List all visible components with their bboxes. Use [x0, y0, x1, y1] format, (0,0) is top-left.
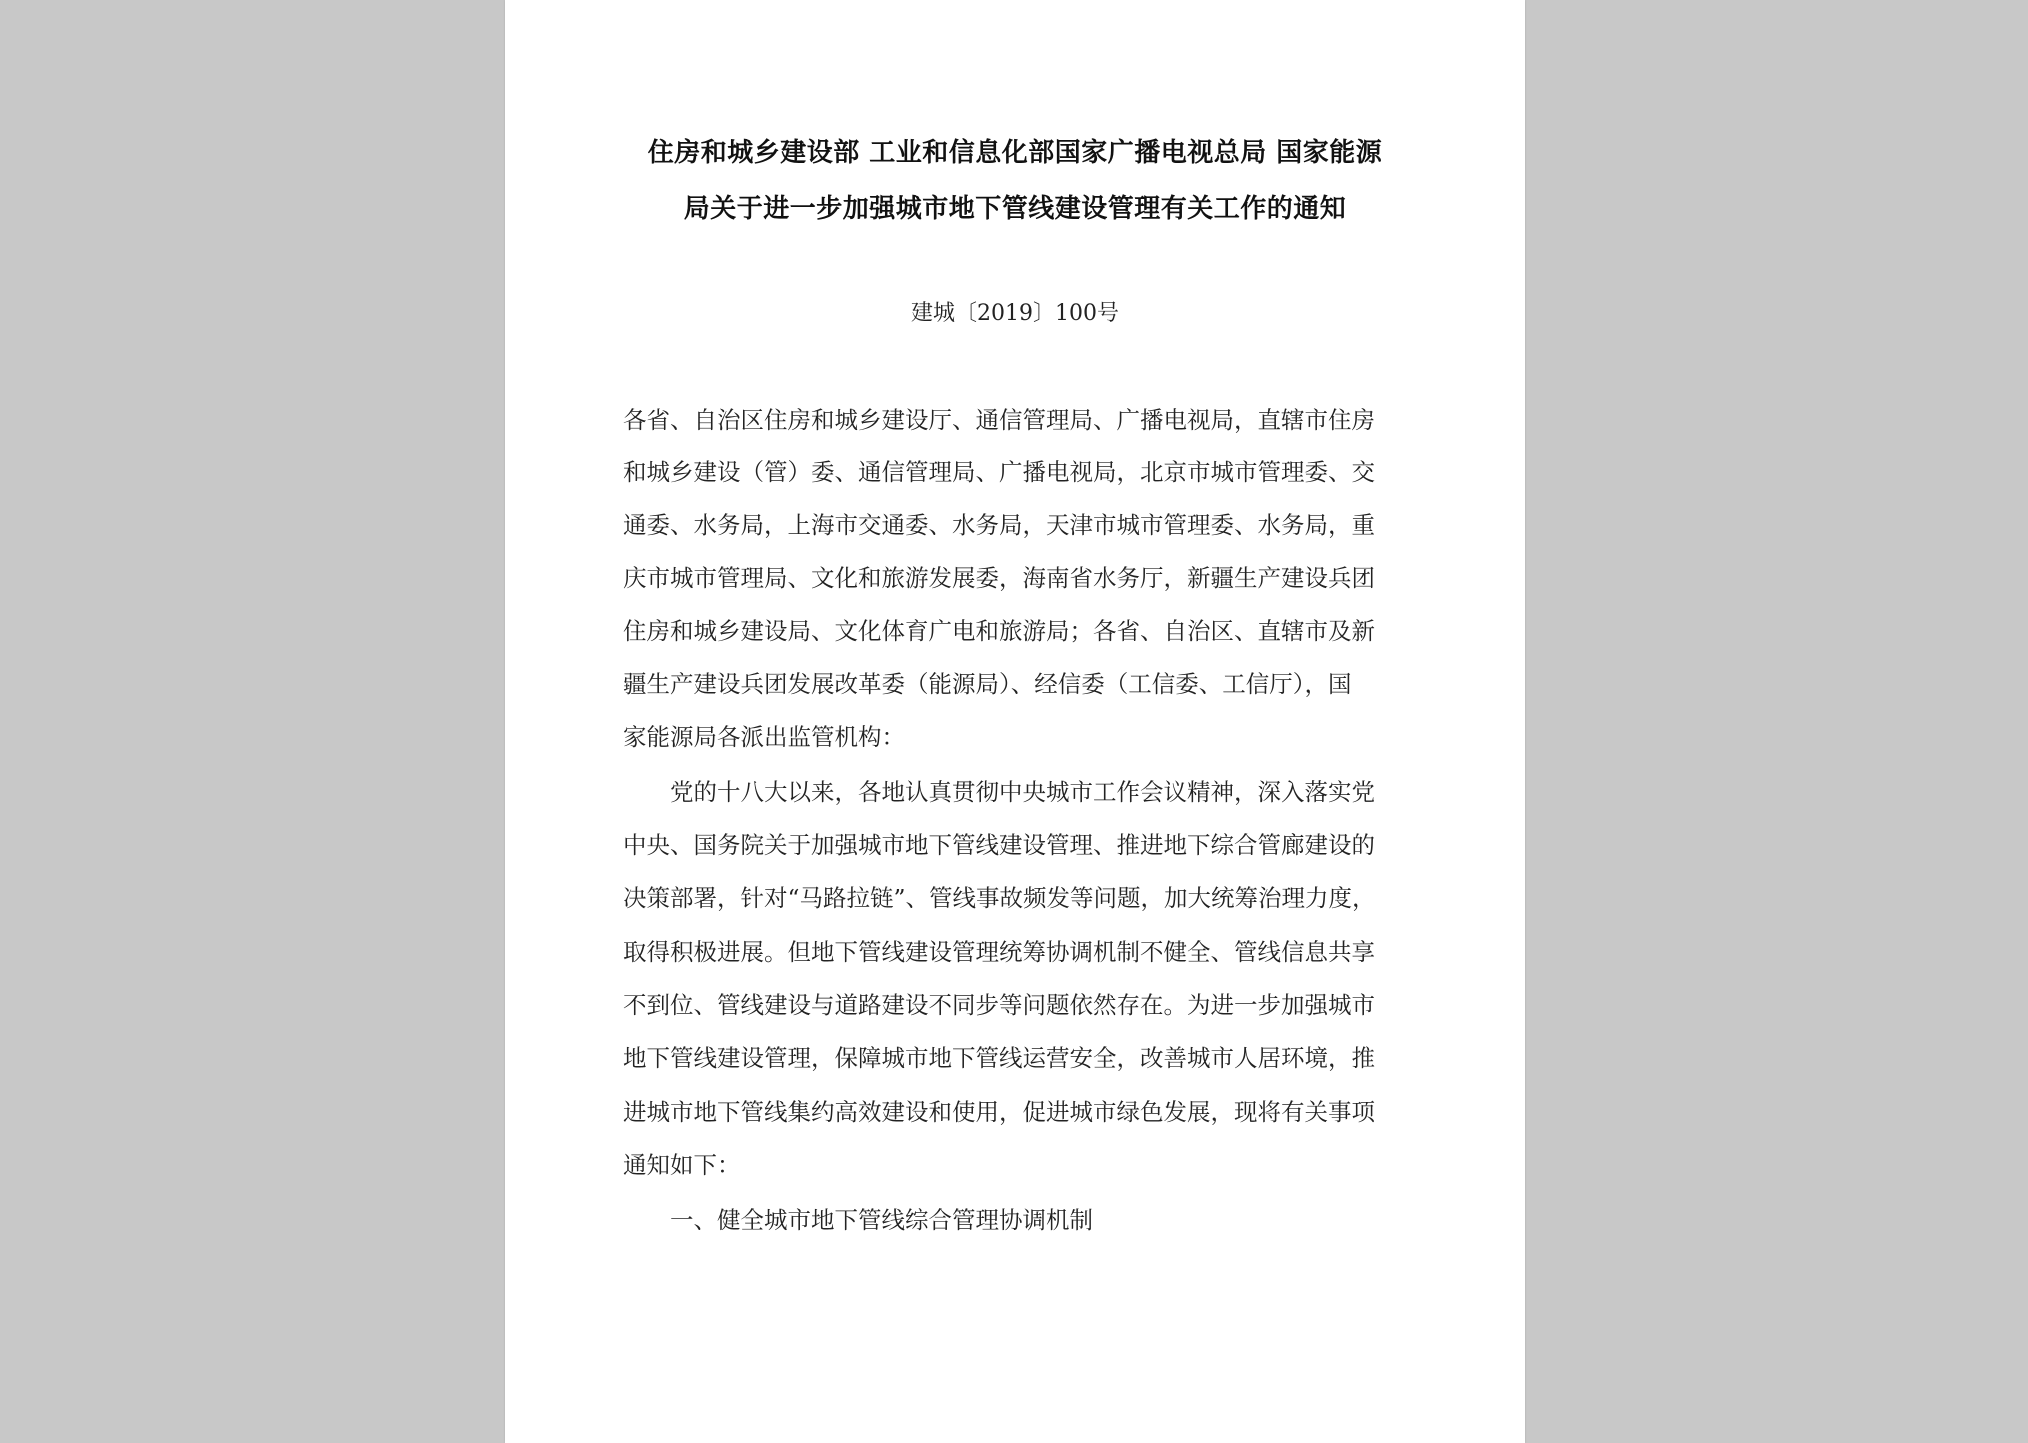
paragraph-line: 决策部署，针对“马路拉链”、管线事故频发等问题，加大统筹治理力度， — [623, 884, 1376, 912]
addressee-line: 家能源局各派出监管机构： — [623, 723, 905, 751]
document-number: 建城〔2019〕100号 — [911, 301, 1119, 326]
paragraph-line: 中央、国务院关于加强城市地下管线建设管理、推进地下综合管廊建设的 — [623, 831, 1375, 859]
paragraph-line: 进城市地下管线集约高效建设和使用，促进城市绿色发展，现将有关事项 — [623, 1098, 1375, 1126]
paragraph-line: 取得积极进展。但地下管线建设管理统筹协调机制不健全、管线信息共享 — [623, 938, 1375, 966]
section-heading: 一、健全城市地下管线综合管理协调机制 — [670, 1206, 1093, 1234]
addressee-line: 各省、自治区住房和城乡建设厅、通信管理局、广播电视局，直辖市住房 — [623, 406, 1375, 434]
document-title-line-1: 住房和城乡建设部 工业和信息化部国家广播电视总局 国家能源 — [647, 138, 1383, 168]
addressee-line: 疆生产建设兵团发展改革委（能源局）、经信委（工信委、工信厅），国 — [623, 670, 1352, 698]
addressee-line: 通委、水务局，上海市交通委、水务局，天津市城市管理委、水务局，重 — [623, 511, 1375, 539]
paragraph-line: 地下管线建设管理，保障城市地下管线运营安全，改善城市人居环境，推 — [623, 1044, 1375, 1072]
addressee-line: 和城乡建设（管）委、通信管理局、广播电视局，北京市城市管理委、交 — [623, 458, 1375, 486]
paragraph-line: 党的十八大以来，各地认真贯彻中央城市工作会议精神，深入落实党 — [670, 778, 1375, 806]
document-title-line-2: 局关于进一步加强城市地下管线建设管理有关工作的通知 — [683, 194, 1347, 224]
document-page — [505, 0, 1525, 1443]
paragraph-line: 不到位、管线建设与道路建设不同步等问题依然存在。为进一步加强城市 — [623, 991, 1375, 1019]
addressee-line: 庆市城市管理局、文化和旅游发展委，海南省水务厅，新疆生产建设兵团 — [623, 564, 1375, 592]
paragraph-line: 通知如下： — [623, 1151, 741, 1179]
addressee-line: 住房和城乡建设局、文化体育广电和旅游局；各省、自治区、直辖市及新 — [623, 617, 1375, 645]
